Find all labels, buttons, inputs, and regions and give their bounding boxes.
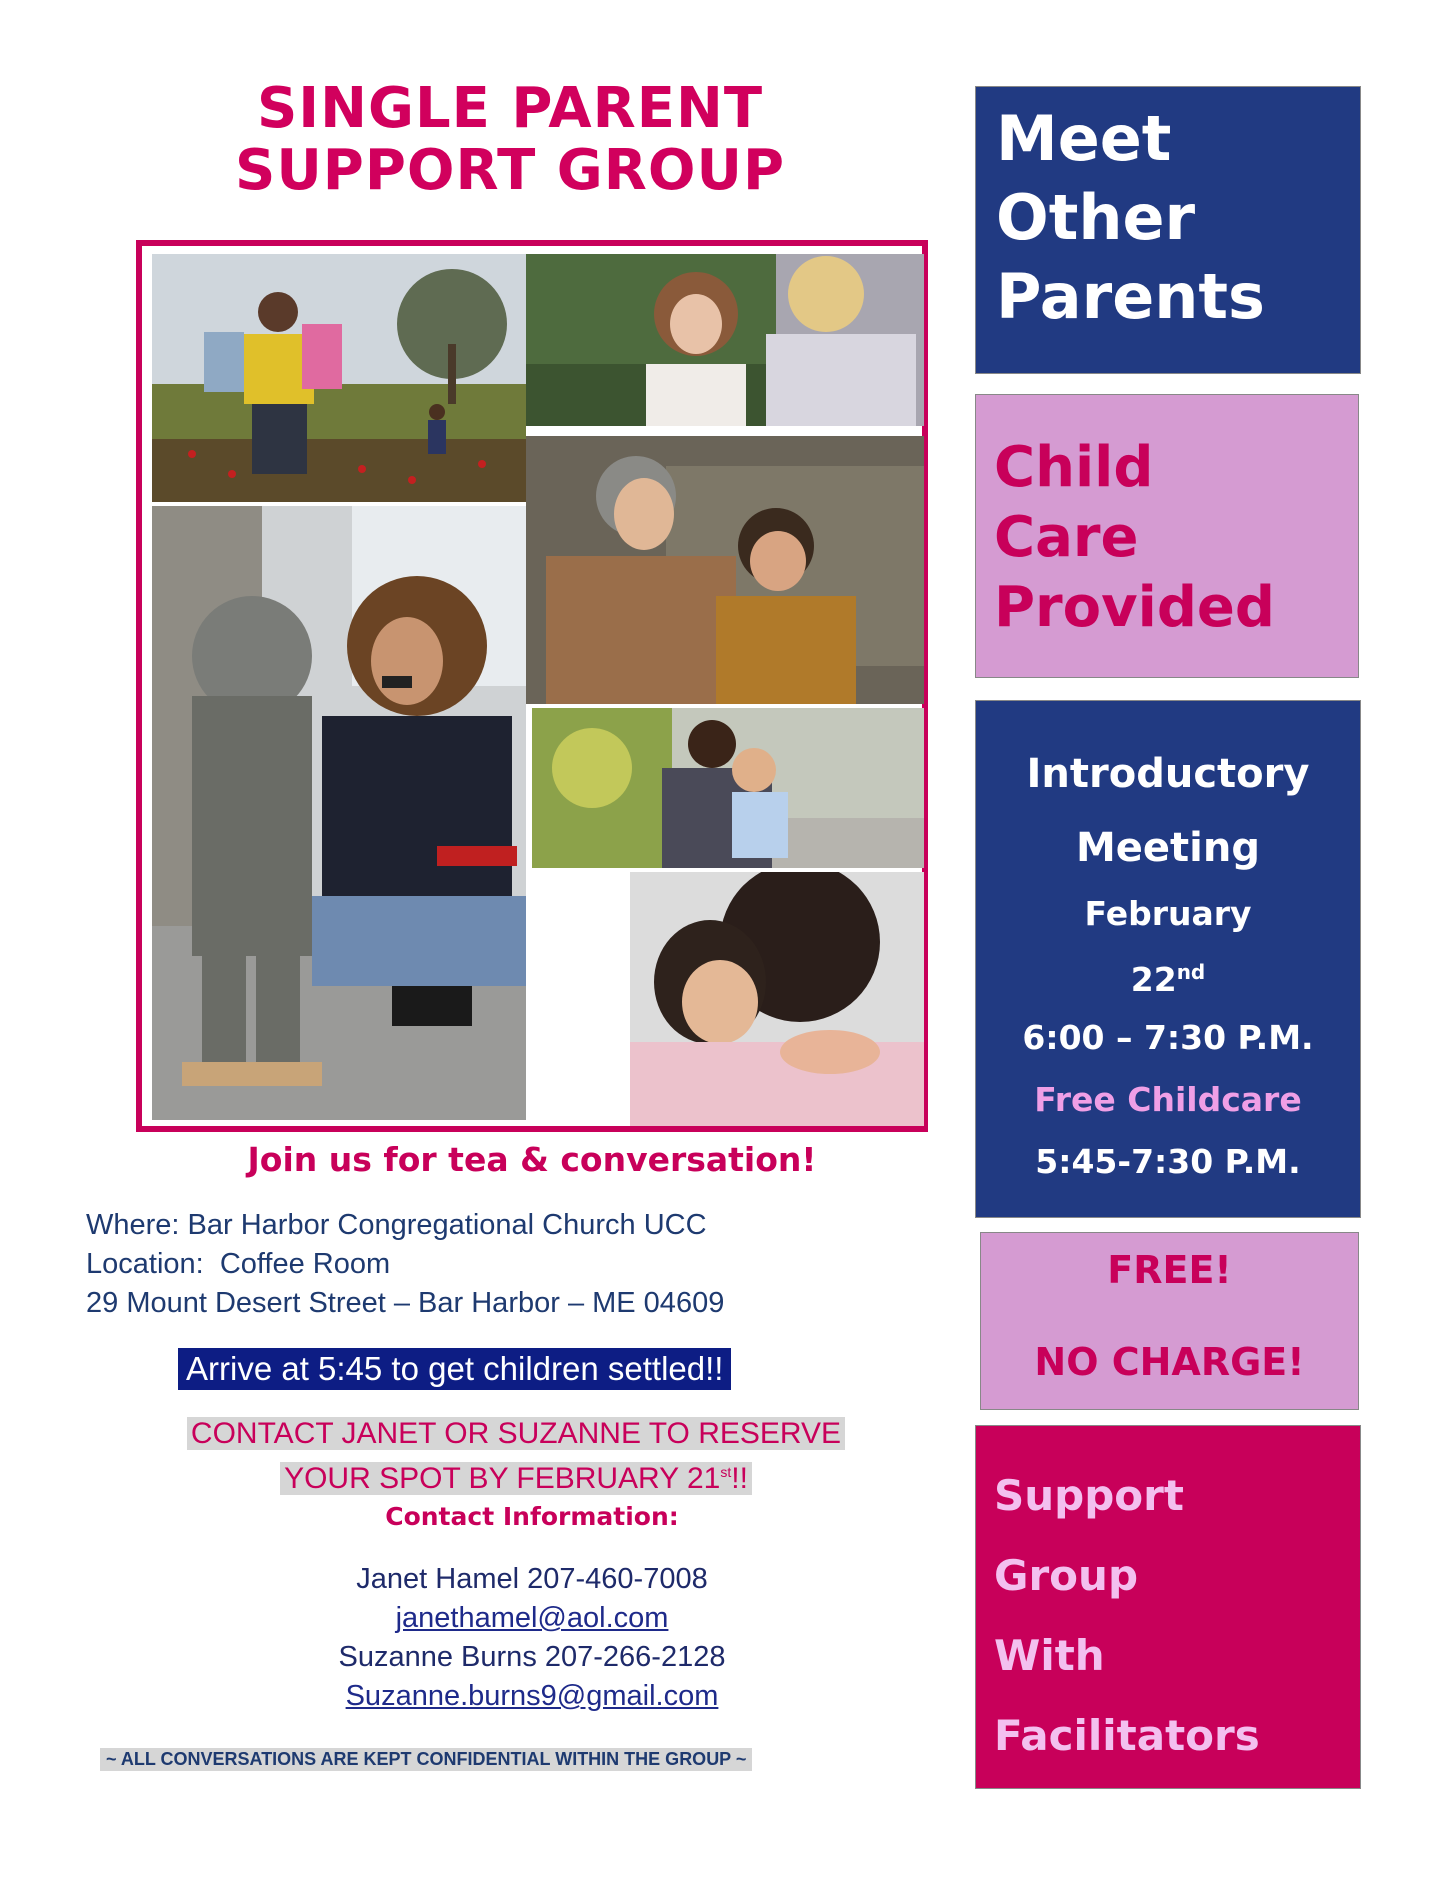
photo-father-carrying-children [152, 254, 526, 502]
location-line: Location: Coffee Room [86, 1248, 391, 1280]
support-line-1: Support [994, 1471, 1184, 1520]
intro-line-1: Introductory [1026, 751, 1310, 797]
meeting-time: 6:00 – 7:30 P.M. [1022, 1018, 1314, 1057]
intro-line-2: Meeting [1075, 825, 1260, 871]
email-link-janet[interactable]: janethamel@aol.com [395, 1602, 669, 1634]
tagline: Join us for tea & conversation! [247, 1140, 817, 1179]
photo-father-and-baby [532, 708, 924, 868]
support-line-2: Group [994, 1551, 1139, 1600]
where-line: Where: Bar Harbor Congregational Church UCC [86, 1209, 707, 1241]
meeting-month: February [1084, 894, 1252, 933]
meet-parents-box [975, 86, 1361, 374]
photo-mother-and-toddler [152, 506, 526, 1120]
meeting-day: 22nd [1130, 960, 1206, 999]
child-care-box [975, 394, 1359, 678]
child-line-3: Provided [994, 575, 1275, 640]
free-line-2: NO CHARGE! [1034, 1340, 1305, 1384]
contact-list [136, 1560, 928, 1716]
child-line-2: Care [994, 505, 1139, 570]
intro-meeting-box [975, 700, 1361, 1218]
photo-father-and-son [526, 436, 924, 704]
childcare-time: 5:45-7:30 P.M. [1035, 1142, 1301, 1181]
reserve-line-2: YOUR SPOT BY FEBRUARY 21st!! [280, 1462, 752, 1495]
title-line-2: SUPPORT GROUP [234, 138, 785, 203]
meet-line-2: Other [996, 181, 1196, 254]
contact-janet: Janet Hamel 207-460-7008 [356, 1563, 708, 1595]
arrive-banner: Arrive at 5:45 to get children settled!! [178, 1348, 731, 1390]
meet-line-3: Parents [996, 260, 1265, 333]
free-line-1: FREE! [1107, 1248, 1232, 1292]
flyer-title [150, 78, 870, 202]
photo-collage [136, 240, 928, 1132]
free-childcare-label: Free Childcare [1034, 1080, 1302, 1119]
event-address [86, 1206, 724, 1323]
photo-mother-and-daughter [526, 254, 924, 426]
child-line-1: Child [994, 435, 1154, 500]
free-box [980, 1232, 1359, 1410]
support-group-box [975, 1425, 1361, 1789]
support-line-4: Facilitators [994, 1711, 1260, 1760]
photo-mother-hugging-daughter [630, 872, 924, 1126]
confidential-notice: ~ ALL CONVERSATIONS ARE KEPT CONFIDENTIAL WITHIN THE GROUP ~ [100, 1748, 752, 1771]
title-line-1: SINGLE PARENT [256, 76, 764, 141]
reserve-notice [100, 1414, 932, 1498]
contact-suzanne: Suzanne Burns 207-266-2128 [338, 1641, 726, 1673]
contact-heading: Contact Information: [385, 1502, 679, 1531]
meet-line-1: Meet [996, 102, 1172, 175]
email-link-suzanne[interactable]: Suzanne.burns9@gmail.com [345, 1680, 719, 1712]
support-line-3: With [994, 1631, 1105, 1680]
reserve-line-1: CONTACT JANET OR SUZANNE TO RESERVE [187, 1417, 845, 1450]
street-line: 29 Mount Desert Street – Bar Harbor – ME 04609 [86, 1287, 725, 1319]
